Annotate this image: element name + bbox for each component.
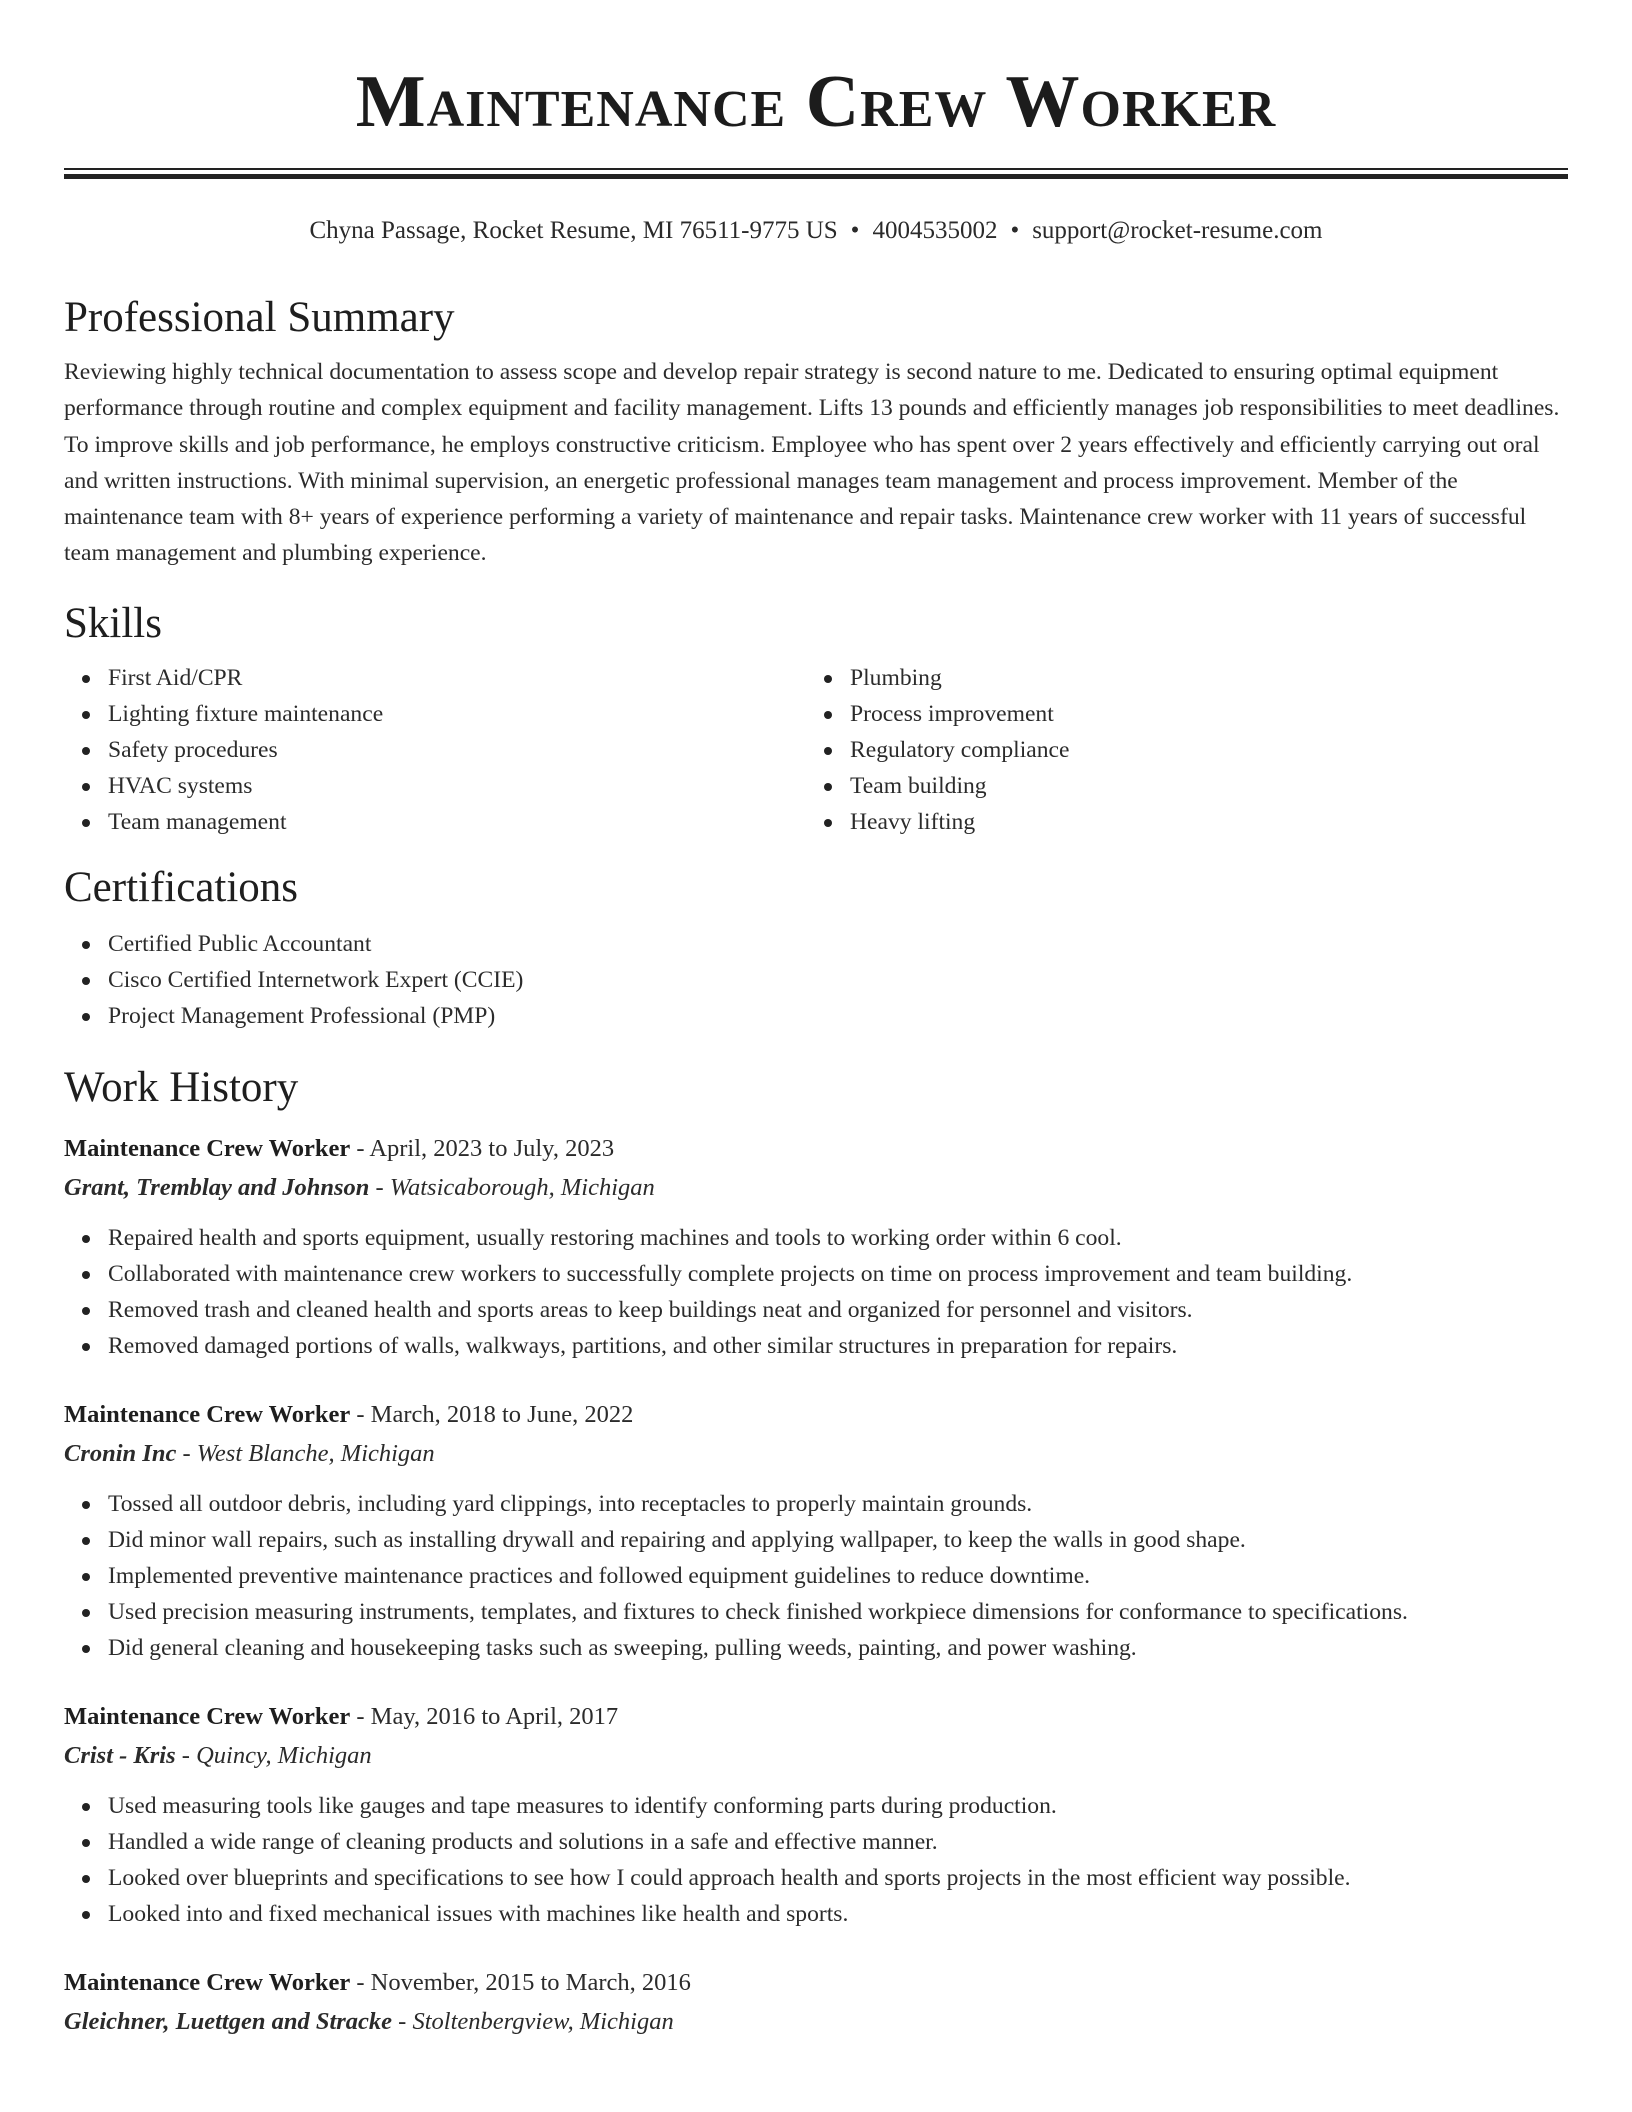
contact-line — [64, 214, 1568, 248]
job-bullet: Looked over blueprints and specifications to see how I could approach health and sports projects in the most efficient way possible. — [108, 1860, 1568, 1896]
job-title-line — [64, 1698, 1568, 1736]
section-heading: Skills — [64, 599, 162, 647]
contact-separator: • — [1010, 217, 1020, 244]
dash: - — [369, 1173, 390, 1201]
job-bullet: Tossed all outdoor debris, including yard clippings, into receptacles to properly maintain grounds. — [108, 1486, 1568, 1522]
skills-column-left — [64, 660, 806, 840]
job-dates: November, 2015 to March, 2016 — [370, 1968, 691, 1996]
job-entry — [64, 1698, 1568, 1932]
skill-item: Process improvement — [850, 696, 1548, 732]
company-name: Crist - Kris — [64, 1741, 176, 1769]
certification-item: Cisco Certified Internetwork Expert (CCIE) — [108, 962, 1568, 998]
dash: - — [176, 1439, 197, 1467]
dash: - — [350, 1968, 371, 1996]
header-divider-thin — [64, 168, 1568, 170]
job-bullet: Handled a wide range of cleaning products and solutions in a safe and effective manner. — [108, 1824, 1568, 1860]
job-bullet: Did general cleaning and housekeeping tasks such as sweeping, pulling weeds, painting, and power washing. — [108, 1630, 1568, 1666]
company-line — [64, 2002, 1568, 2042]
section-heading: Work History — [64, 1063, 299, 1111]
summary-section — [64, 290, 1568, 572]
job-bullet: Used measuring tools like gauges and tape measures to identify conforming parts during production. — [108, 1788, 1568, 1824]
job-dates: April, 2023 to July, 2023 — [369, 1134, 615, 1162]
dash: - — [392, 2007, 413, 2035]
job-bullet: Used precision measuring instruments, templates, and fixtures to check finished workpiece dimensions for conformance to specifications. — [108, 1594, 1568, 1630]
company-name: Cronin Inc — [64, 1439, 177, 1467]
skill-item: HVAC systems — [108, 768, 806, 804]
company-line — [64, 1434, 1568, 1474]
job-bullet: Looked into and fixed mechanical issues with machines like health and sports. — [108, 1896, 1568, 1932]
job-title: Maintenance Crew Worker — [64, 1968, 351, 1996]
skill-item: Team management — [108, 804, 806, 840]
resume-title: Maintenance Crew Worker — [355, 61, 1277, 143]
skill-item: Regulatory compliance — [850, 732, 1548, 768]
contact-email: support@rocket-resume.com — [1032, 217, 1323, 244]
company-location: Stoltenbergview, Michigan — [412, 2007, 674, 2035]
job-dates: May, 2016 to April, 2017 — [370, 1702, 619, 1730]
company-name: Gleichner, Luettgen and Stracke — [64, 2007, 393, 2035]
certification-item: Project Management Professional (PMP) — [108, 998, 1568, 1034]
dash: - — [175, 1741, 197, 1769]
company-location: Watsicaborough, Michigan — [389, 1173, 655, 1201]
job-bullet: Repaired health and sports equipment, usually restoring machines and tools to working order within 6 cool. — [108, 1220, 1568, 1256]
job-bullet: Implemented preventive maintenance practices and followed equipment guidelines to reduce downtime. — [108, 1558, 1568, 1594]
dash: - — [350, 1134, 370, 1162]
certification-item: Certified Public Accountant — [108, 926, 1568, 962]
job-title-line — [64, 1130, 1568, 1168]
company-line — [64, 1736, 1568, 1776]
job-dates: March, 2018 to June, 2022 — [370, 1400, 634, 1428]
company-location: West Blanche, Michigan — [196, 1439, 435, 1467]
company-location: Quincy, Michigan — [196, 1741, 372, 1769]
skills-grid — [64, 660, 1568, 840]
section-heading: Professional Summary — [64, 294, 455, 341]
dash: - — [350, 1400, 371, 1428]
skill-item: Plumbing — [850, 660, 1548, 696]
job-title: Maintenance Crew Worker — [64, 1400, 351, 1428]
skill-item: Safety procedures — [108, 732, 806, 768]
company-line — [64, 1168, 1568, 1208]
skill-item: Lighting fixture maintenance — [108, 696, 806, 732]
contact-separator: • — [850, 217, 860, 244]
job-entry — [64, 1964, 1568, 2042]
job-title-line — [64, 1396, 1568, 1434]
skill-item: Team building — [850, 768, 1548, 804]
job-bullet: Removed damaged portions of walls, walkways, partitions, and other similar structures in preparation for repairs. — [108, 1328, 1568, 1364]
resume-content — [64, 290, 1568, 2042]
dash: - — [350, 1702, 371, 1730]
job-title: Maintenance Crew Worker — [64, 1134, 351, 1162]
skill-item: First Aid/CPR — [108, 660, 806, 696]
job-bullet: Removed trash and cleaned health and sports areas to keep buildings neat and organized for personnel and visitors. — [108, 1292, 1568, 1328]
summary-text: Reviewing highly technical documentation to assess scope and develop repair strategy is second nature to me. Dedicated to ensuring optimal equipment performance through routine and complex equipment and facility management. Lifts 13 pounds and efficiently manages job responsibilities to meet deadlines. To improve skills and job performance, he employs constructive criticism. Employee who has spent over 2 years effectively and efficiently carrying out oral and written instructions. With minimal supervision, an energetic professional manages team management and process improvement. Member of the maintenance team with 8+ years of experience performing a variety of maintenance and repair tasks. Maintenance crew worker with 11 years of successful team management and plumbing experience. — [64, 359, 1560, 567]
job-bullet: Collaborated with maintenance crew workers to successfully complete projects on time on process improvement and team building. — [108, 1256, 1568, 1292]
job-entry — [64, 1396, 1568, 1666]
contact-phone: 4004535002 — [872, 217, 998, 244]
skills-section — [64, 596, 1568, 840]
header-divider-thick — [64, 174, 1568, 179]
skill-item: Heavy lifting — [850, 804, 1548, 840]
job-title-line — [64, 1964, 1568, 2002]
job-entry — [64, 1130, 1568, 1364]
contact-address: Chyna Passage, Rocket Resume, MI 76511-9775 US — [309, 217, 838, 244]
job-bullet: Did minor wall repairs, such as installing drywall and repairing and applying wallpaper, to keep the walls in good shape. — [108, 1522, 1568, 1558]
skills-column-right — [806, 660, 1548, 840]
section-heading: Certifications — [64, 863, 299, 911]
job-title: Maintenance Crew Worker — [64, 1702, 351, 1730]
company-name: Grant, Tremblay and Johnson — [64, 1173, 370, 1201]
certifications-section — [64, 860, 1568, 1034]
work-history-section — [64, 1060, 1568, 2042]
